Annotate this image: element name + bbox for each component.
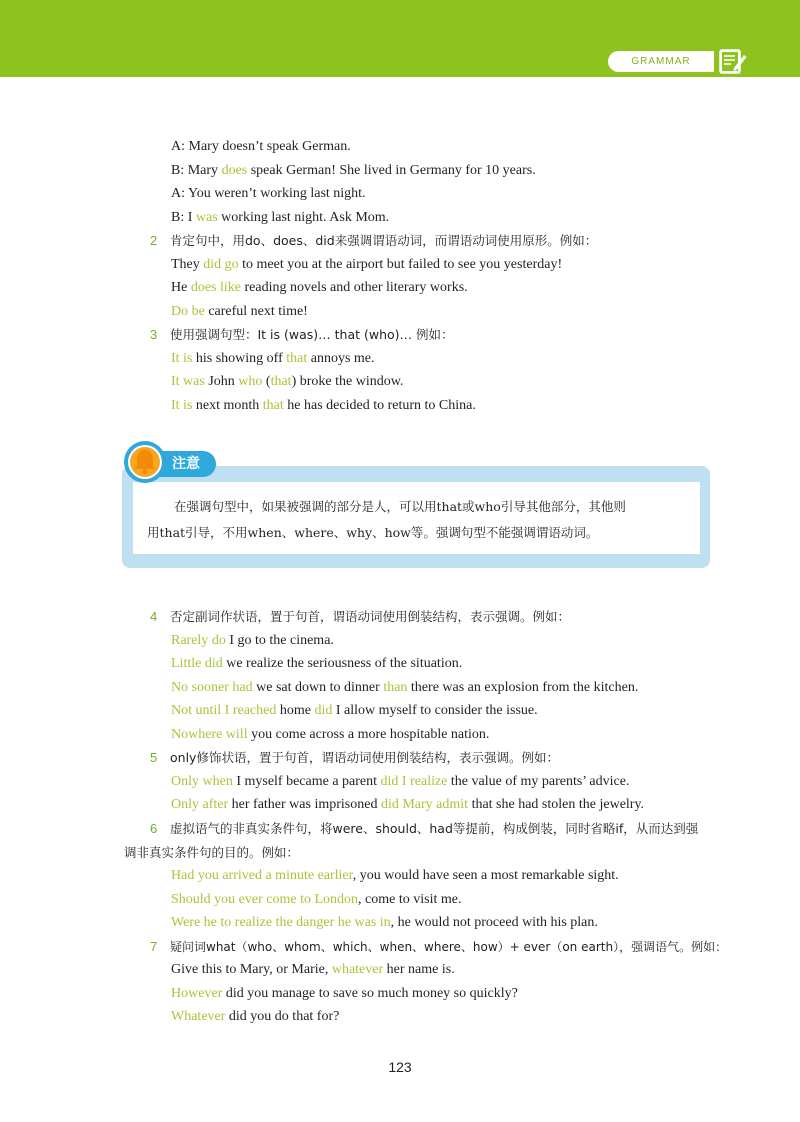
example-line: Nowhere will you come across a more hospitable nation. bbox=[171, 727, 490, 742]
example-line: Should you ever come to London, come to visit me. bbox=[171, 892, 462, 907]
rule-number: 4 bbox=[150, 609, 158, 624]
rule-text: 虚拟语气的非真实条件句，将were、should、had等提前，构成倒装，同时省略if，从而达到强 bbox=[170, 821, 699, 836]
example-line: Only when I myself became a parent did I realize the value of my parents’ advice. bbox=[171, 774, 630, 789]
rule-text: 否定副词作状语，置于句首，谓语动词使用倒装结构，表示强调。例如： bbox=[170, 609, 571, 624]
example-line: Only after her father was imprisoned did Mary admit that she had stolen the jewelry. bbox=[171, 797, 645, 812]
bell-icon bbox=[123, 440, 167, 484]
rule-text-continued: 调非真实条件句的目的。例如： bbox=[124, 845, 300, 860]
example-line: It was John who (that) broke the window. bbox=[171, 374, 404, 389]
example-line: Do be careful next time! bbox=[171, 304, 308, 319]
dialogue-line: B: I was working last night. Ask Mom. bbox=[171, 210, 390, 225]
example-line: However did you manage to save so much money so quickly? bbox=[171, 986, 518, 1001]
example-line: Were he to realize the danger he was in, he would not proceed with his plan. bbox=[171, 915, 598, 930]
example-line: Little did we realize the seriousness of the situation. bbox=[171, 656, 463, 671]
rule-number: 6 bbox=[150, 821, 158, 836]
rule-text: 使用强调句型：It is (was)… that (who)… 例如： bbox=[170, 327, 454, 342]
section-label: GRAMMAR bbox=[608, 51, 714, 72]
rule-text: only修饰状语，置于句首，谓语动词使用倒装结构，表示强调。例如： bbox=[170, 750, 559, 765]
example-line: It is his showing off that annoys me. bbox=[171, 351, 375, 366]
note-label: 注意 bbox=[172, 456, 200, 472]
example-line: No sooner had we sat down to dinner than there was an explosion from the kitchen. bbox=[171, 680, 639, 695]
rule-number: 5 bbox=[150, 750, 158, 765]
rule-text: 疑问词what（who、whom、which、when、where、how）+ ever（on earth），强调语气。例如： bbox=[170, 940, 728, 954]
example-line: Whatever did you do that for? bbox=[171, 1009, 340, 1024]
example-line: Rarely do I go to the cinema. bbox=[171, 633, 334, 648]
dialogue-line: B: Mary does speak German! She lived in Germany for 10 years. bbox=[171, 163, 536, 178]
example-line: Had you arrived a minute earlier, you would have seen a most remarkable sight. bbox=[171, 868, 619, 883]
example-line: Not until I reached home did I allow myself to consider the issue. bbox=[171, 703, 538, 718]
rule-number: 7 bbox=[150, 939, 158, 954]
notebook-pencil-icon bbox=[718, 47, 748, 75]
rule-number: 2 bbox=[150, 233, 158, 248]
note-text-line: 用that引导，不用when、where、why、how等。强调句型不能强调谓语动词。 bbox=[147, 525, 599, 540]
dialogue-line: A: You weren’t working last night. bbox=[171, 186, 366, 201]
example-line: Give this to Mary, or Marie, whatever her name is. bbox=[171, 962, 455, 977]
rule-number: 3 bbox=[150, 327, 158, 342]
rule-text: 肯定句中，用do、does、did来强调谓语动词，而谓语动词使用原形。例如： bbox=[170, 233, 598, 248]
dialogue-line: A: Mary doesn’t speak German. bbox=[171, 139, 351, 154]
example-line: It is next month that he has decided to return to China. bbox=[171, 398, 476, 413]
example-line: They did go to meet you at the airport but failed to see you yesterday! bbox=[171, 257, 563, 272]
example-line: He does like reading novels and other literary works. bbox=[171, 280, 468, 295]
page-number: 123 bbox=[388, 1059, 412, 1075]
note-text-line: 在强调句型中，如果被强调的部分是人，可以用that或who引导其他部分，其他则 bbox=[174, 499, 626, 514]
